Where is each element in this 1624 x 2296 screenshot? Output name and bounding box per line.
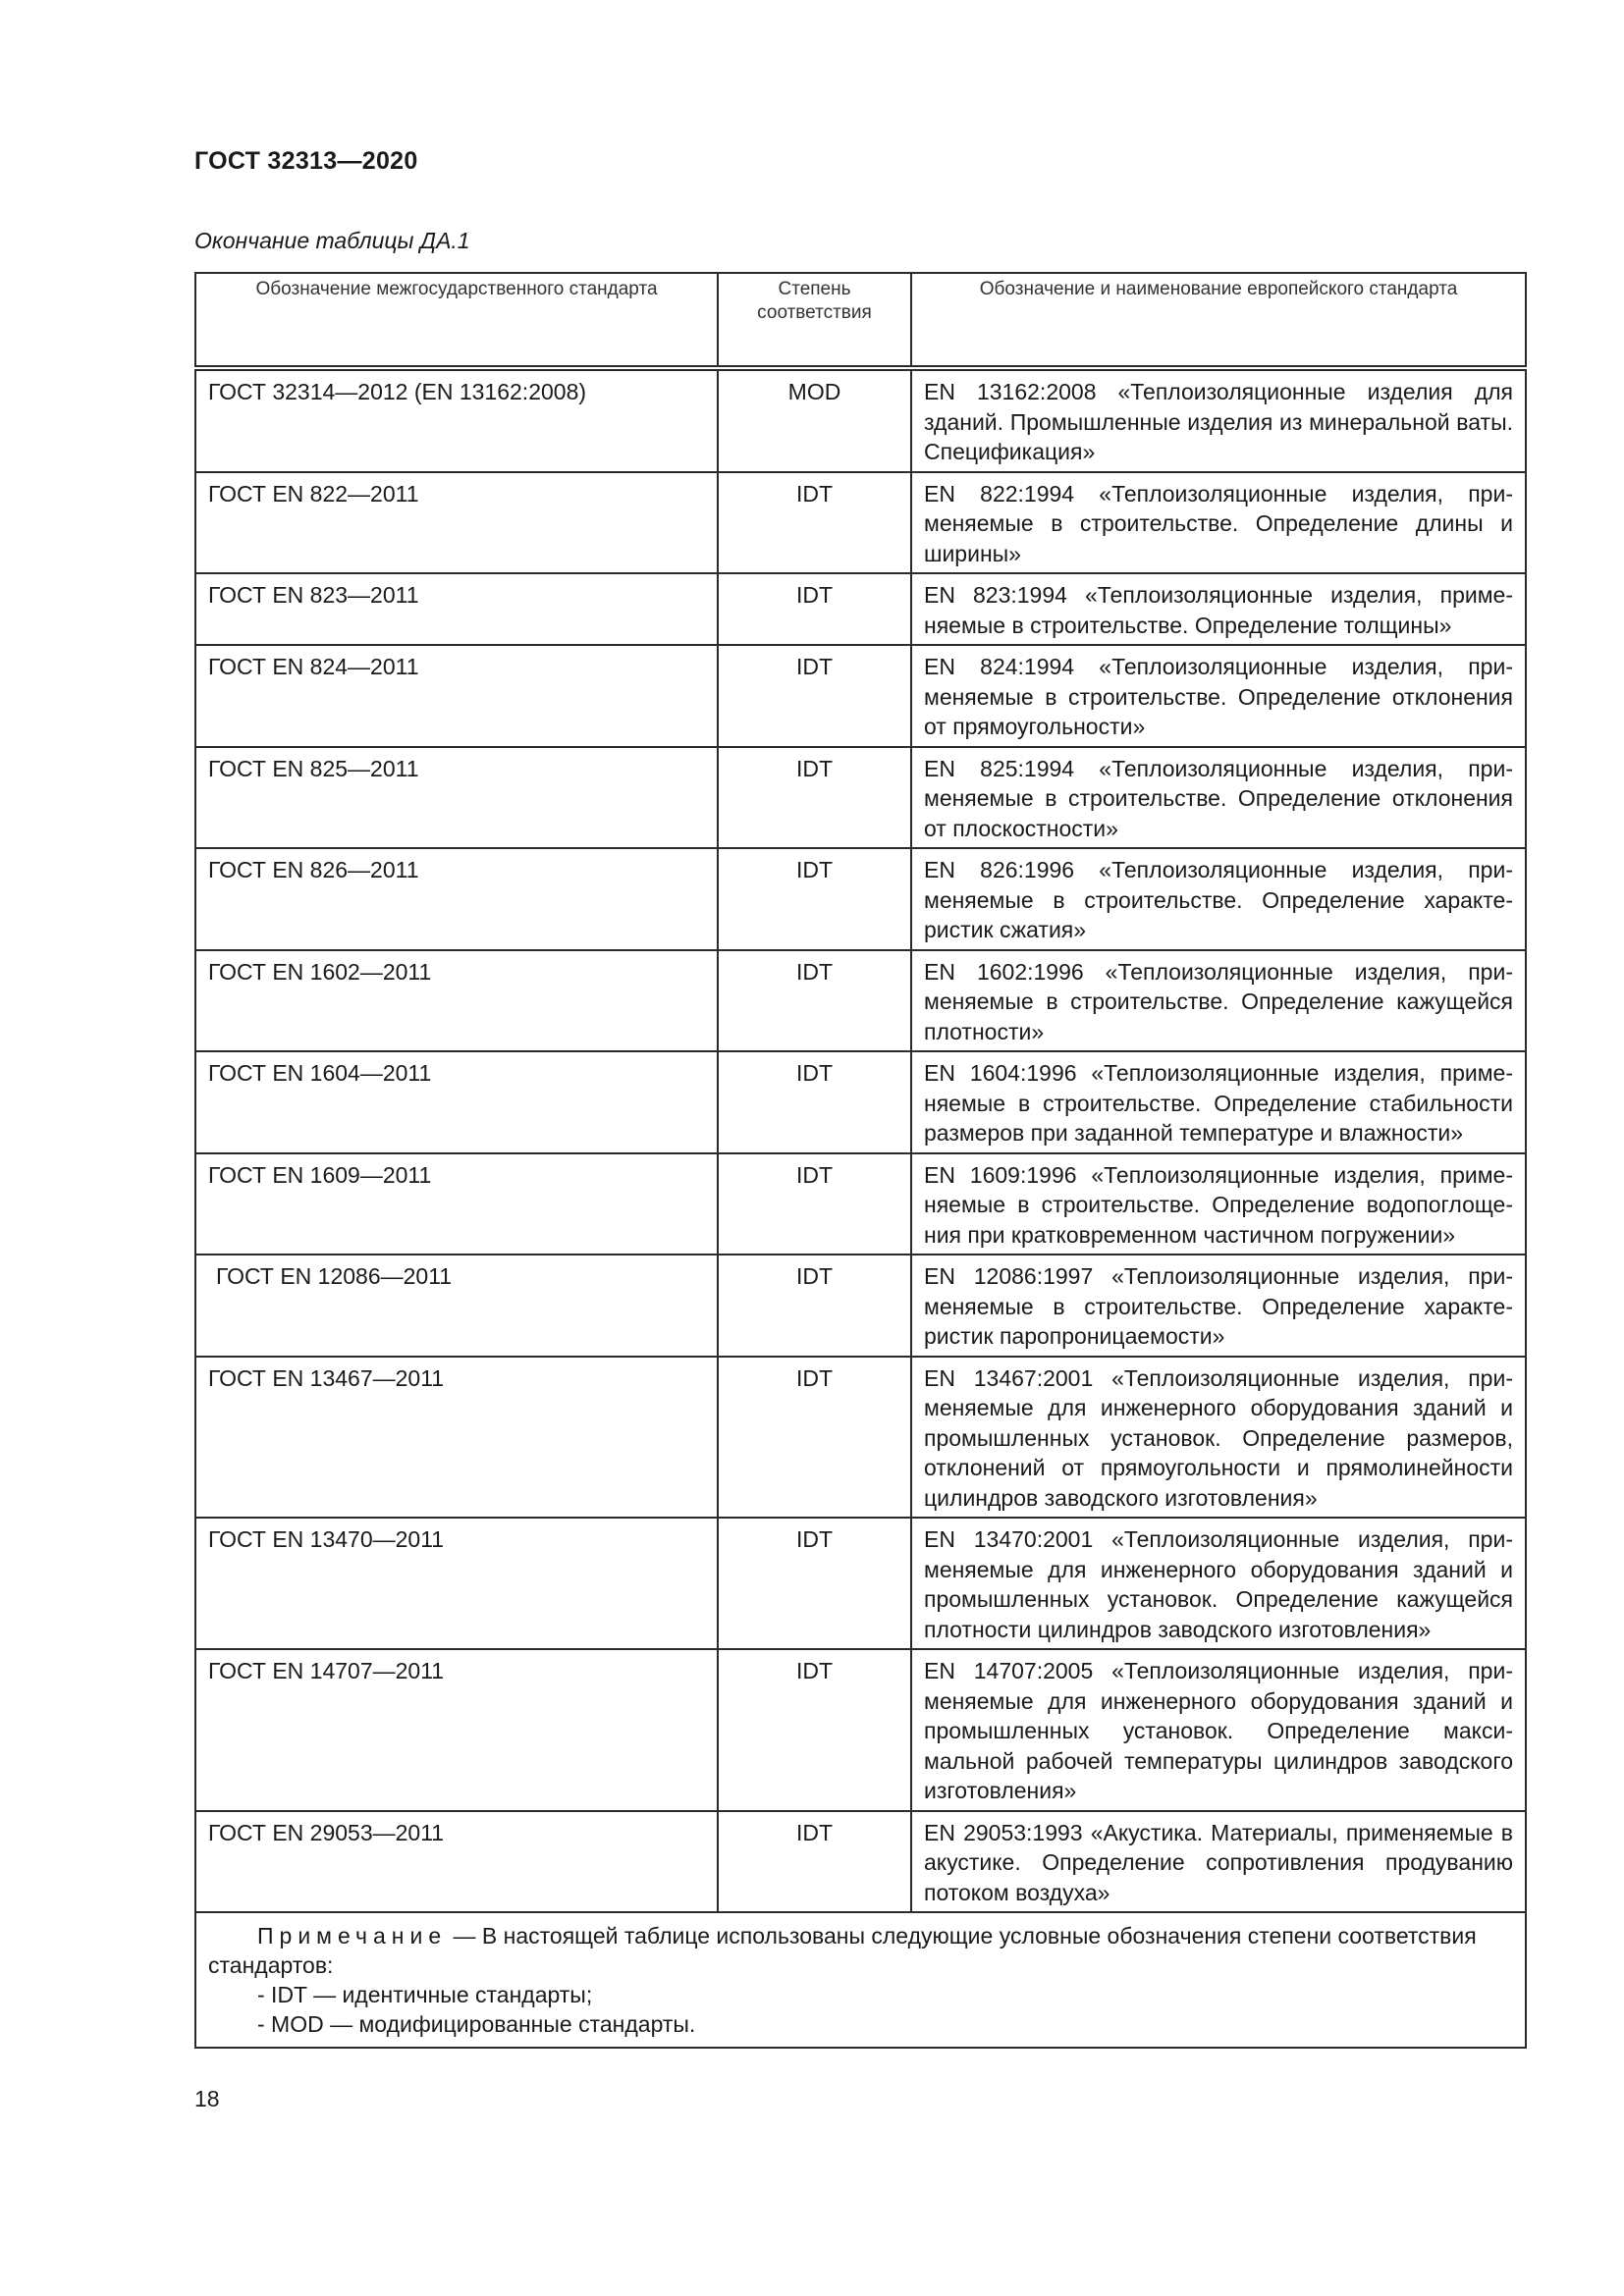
note-paragraph <box>208 1921 1513 1980</box>
eu-cell: EN 822:1994 «Теплоизоляционные изделия, применяемые в строительстве. Определение длины и ширины» <box>911 472 1526 574</box>
standards-table <box>194 272 1527 2049</box>
eu-cell: EN 1604:1996 «Теплоизоляционные изделия, применяемые в строительстве. Определение стабильности размеров при заданной температуре и влажности» <box>911 1051 1526 1153</box>
eu-cell: EN 29053:1993 «Акустика. Материалы, применяемые в акустике. Определение сопротивления продуванию потоком воздуха» <box>911 1811 1526 1913</box>
eu-cell: EN 13467:2001 «Теплоизоляционные изделия, применяемые для инженерного оборудования зданий и промышленных установок. Определение размеров, отклонений от прямоугольности и прямолинейности цилиндров заводского изготовления» <box>911 1357 1526 1519</box>
eu-cell: EN 826:1996 «Теплоизоляционные изделия, применяемые в строительстве. Определение характеристик сжатия» <box>911 848 1526 950</box>
table-row <box>195 1153 1526 1255</box>
table-row <box>195 472 1526 574</box>
degree-cell: IDT <box>718 1051 911 1153</box>
note-text: — В настоящей таблице использованы следующие условные обозначения степени соответствия стандартов: <box>208 1923 1477 1978</box>
table-row <box>195 848 1526 950</box>
gost-cell: ГОСТ EN 826—2011 <box>195 848 718 950</box>
gost-cell: ГОСТ EN 13467—2011 <box>195 1357 718 1519</box>
eu-cell: EN 13162:2008 «Теплоизоляционные изделия для зданий. Промышленные изделия из минеральной ваты. Спецификация» <box>911 368 1526 472</box>
degree-cell: IDT <box>718 573 911 645</box>
table-row <box>195 645 1526 747</box>
gost-cell: ГОСТ EN 822—2011 <box>195 472 718 574</box>
gost-cell: ГОСТ EN 824—2011 <box>195 645 718 747</box>
degree-cell: IDT <box>718 472 911 574</box>
gost-cell: ГОСТ EN 14707—2011 <box>195 1649 718 1811</box>
table-row <box>195 1811 1526 1913</box>
degree-cell: IDT <box>718 1649 911 1811</box>
gost-cell: ГОСТ 32314—2012 (EN 13162:2008) <box>195 368 718 472</box>
table-row <box>195 1051 1526 1153</box>
gost-cell: ГОСТ EN 1609—2011 <box>195 1153 718 1255</box>
note-label: Примечание <box>257 1923 448 1949</box>
table-row <box>195 1357 1526 1519</box>
degree-cell: IDT <box>718 848 911 950</box>
note-item: - IDT — идентичные стандарты; <box>257 1982 593 2007</box>
gost-cell: ГОСТ EN 823—2011 <box>195 573 718 645</box>
gost-cell: ГОСТ EN 825—2011 <box>195 747 718 849</box>
gost-cell: ГОСТ EN 1604—2011 <box>195 1051 718 1153</box>
table-note-row <box>195 1912 1526 2048</box>
degree-cell: IDT <box>718 1811 911 1913</box>
table-row <box>195 1255 1526 1357</box>
eu-cell: EN 1609:1996 «Теплоизоляционные изделия, применяемые в строительстве. Определение водопоглощения при кратковременном частичном погружении» <box>911 1153 1526 1255</box>
header-gost: Обозначение межгосударственного стандарта <box>195 273 718 368</box>
table-row <box>195 573 1526 645</box>
table-caption: Окончание таблицы ДА.1 <box>194 228 470 253</box>
table-row <box>195 950 1526 1052</box>
eu-cell: EN 1602:1996 «Теплоизоляционные изделия, применяемые в строительстве. Определение кажущейся плотности» <box>911 950 1526 1052</box>
table-row <box>195 747 1526 849</box>
eu-cell: EN 825:1994 «Теплоизоляционные изделия, применяемые в строительстве. Определение отклонения от плоскостности» <box>911 747 1526 849</box>
header-eu: Обозначение и наименование европейского стандарта <box>911 273 1526 368</box>
page-number: 18 <box>194 2086 220 2111</box>
degree-cell: IDT <box>718 747 911 849</box>
degree-cell: IDT <box>718 1255 911 1357</box>
gost-cell: ГОСТ EN 29053—2011 <box>195 1811 718 1913</box>
document-title: ГОСТ 32313—2020 <box>194 147 418 175</box>
note-item: - MOD — модифицированные стандарты. <box>257 2011 696 2037</box>
degree-cell: MOD <box>718 368 911 472</box>
degree-cell: IDT <box>718 1153 911 1255</box>
table-row <box>195 368 1526 472</box>
eu-cell: EN 824:1994 «Теплоизоляционные изделия, применяемые в строительстве. Определение отклонения от прямоугольности» <box>911 645 1526 747</box>
gost-cell: ГОСТ EN 13470—2011 <box>195 1518 718 1649</box>
degree-cell: IDT <box>718 645 911 747</box>
eu-cell: EN 12086:1997 «Теплоизоляционные изделия, применяемые в строительстве. Определение характеристик паропроницаемости» <box>911 1255 1526 1357</box>
degree-cell: IDT <box>718 1357 911 1519</box>
gost-cell: ГОСТ EN 1602—2011 <box>195 950 718 1052</box>
table-row <box>195 1649 1526 1811</box>
degree-cell: IDT <box>718 1518 911 1649</box>
degree-cell: IDT <box>718 950 911 1052</box>
table-row <box>195 1518 1526 1649</box>
table-header-row <box>195 273 1526 368</box>
eu-cell: EN 14707:2005 «Теплоизоляционные изделия, применяемые для инженерного оборудования зданий и промышленных установок. Определение максимальной рабочей температуры цилиндров заводского изготовления» <box>911 1649 1526 1811</box>
eu-cell: EN 13470:2001 «Теплоизоляционные изделия, применяемые для инженерного оборудования зданий и промышленных установок. Определение кажущейся плотности цилиндров заводского изготовления» <box>911 1518 1526 1649</box>
eu-cell: EN 823:1994 «Теплоизоляционные изделия, применяемые в строительстве. Определение толщины» <box>911 573 1526 645</box>
gost-cell: ГОСТ EN 12086—2011 <box>195 1255 718 1357</box>
header-degree: Степень соответствия <box>718 273 911 368</box>
table-note <box>195 1912 1526 2048</box>
